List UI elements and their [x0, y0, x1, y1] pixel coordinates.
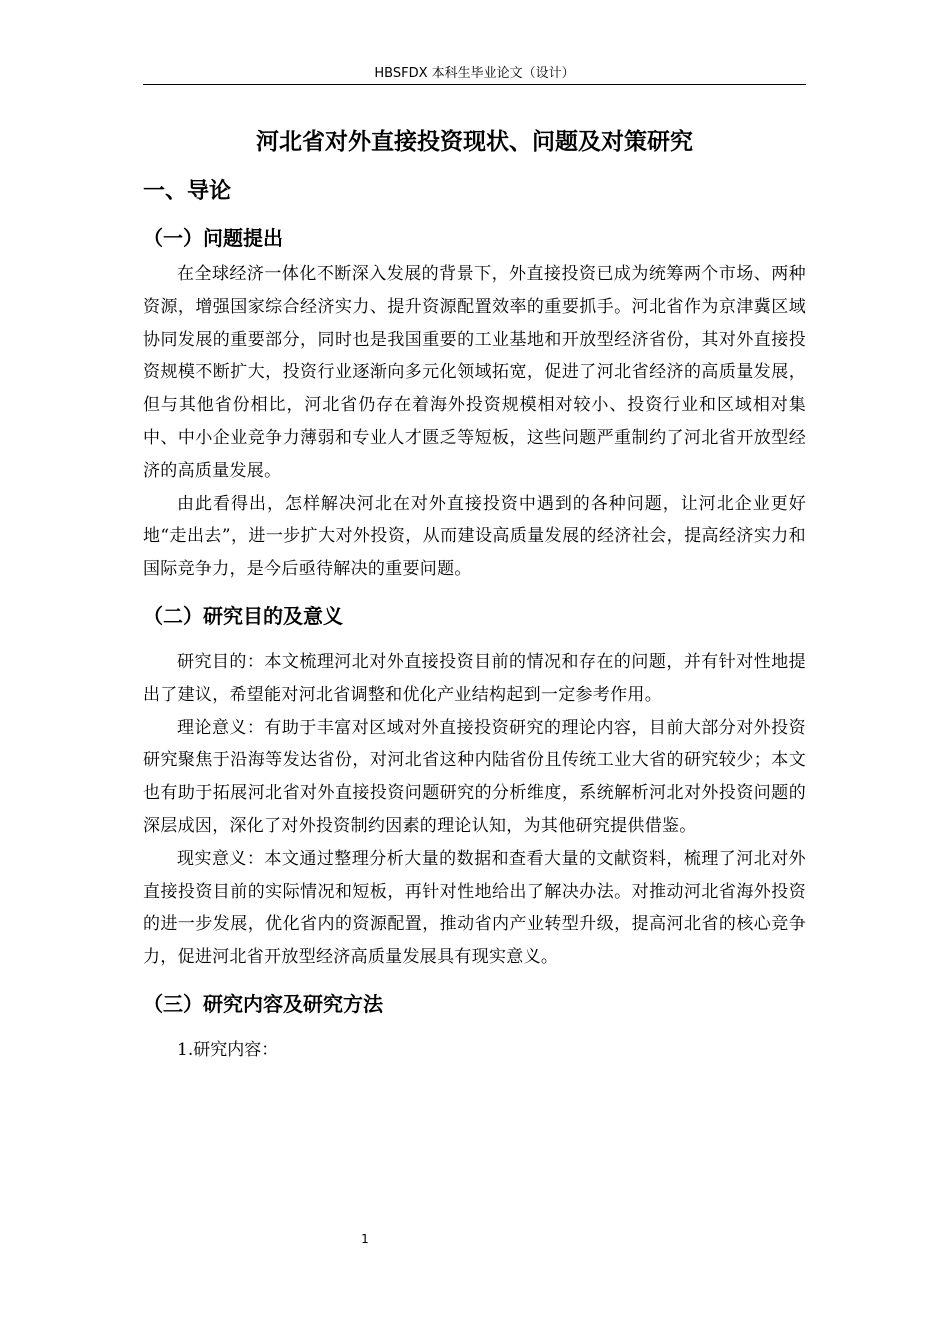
header-rule — [143, 84, 806, 85]
page-number: 1 — [361, 1232, 369, 1246]
section-heading-introduction: 一、导论 — [143, 179, 232, 204]
running-header: HBSFDX 本科生毕业论文（设计） — [374, 66, 575, 81]
page-content — [143, 118, 806, 1066]
paragraph: 在全球经济一体化不断深入发展的背景下，外直接投资已成为统筹两个市场、两种资源，增强国家综合经济实力、提升资源配置效率的重要抓手。河北省作为京津冀区域协同发展的重要部分，同时也是我国重要的工业基地和开放型经济省份，其对外直接投资规模不断扩大，投资行业逐渐向多元化领域拓宽，促进了河北省经济的高质量发展，但与其他省份相比，河北省仍存在着海外投资规模相对较小、投资行业和区域相对集中、中小企业竞争力薄弱和专业人才匮乏等短板，这些问题严重制约了河北省开放型经济的高质量发展。 — [143, 264, 806, 481]
list-item-research-content: 1.研究内容： — [177, 1039, 279, 1060]
paper-title: 河北省对外直接投资现状、问题及对策研究 — [256, 129, 693, 155]
paragraph: 研究目的：本文梳理河北对外直接投资目前的情况和存在的问题，并有针对性地提出了建议，希望能对河北省调整和优化产业结构起到一定参考作用。 — [143, 651, 806, 705]
paragraph: 由此看得出，怎样解决河北在对外直接投资中遇到的各种问题，让河北企业更好地“走出去”，进一步扩大对外投资，从而建设高质量发展的经济社会，提高经济实力和国际竞争力，是今后亟待解决的重要问题。 — [143, 493, 806, 580]
paragraph: 理论意义：有助于丰富对区域对外直接投资研究的理论内容，目前大部分对外投资研究聚焦于沿海等发达省份，对河北省这种内陆省份且传统工业大省的研究较少；本文也有助于拓展河北省对外直接投资问题研究的分析维度，系统解析河北对外投资问题的深层成因，深化了对外投资制约因素的理论认知，为其他研究提供借鉴。 — [143, 717, 806, 836]
subsection-heading-problem: （一）问题提出 — [143, 226, 283, 250]
subsection-heading-methods: （三）研究内容及研究方法 — [143, 991, 383, 1016]
paragraph: 现实意义：本文通过整理分析大量的数据和查看大量的文献资料，梳理了河北对外直接投资目前的实际情况和短板，再针对性地给出了解决办法。对推动河北省海外投资的进一步发展，优化省内的资源配置，推动省内产业转型升级，提高河北省的核心竞争力，促进河北省开放型经济高质量发展具有现实意义。 — [143, 848, 806, 968]
subsection-heading-purpose: （二）研究目的及意义 — [143, 603, 343, 628]
